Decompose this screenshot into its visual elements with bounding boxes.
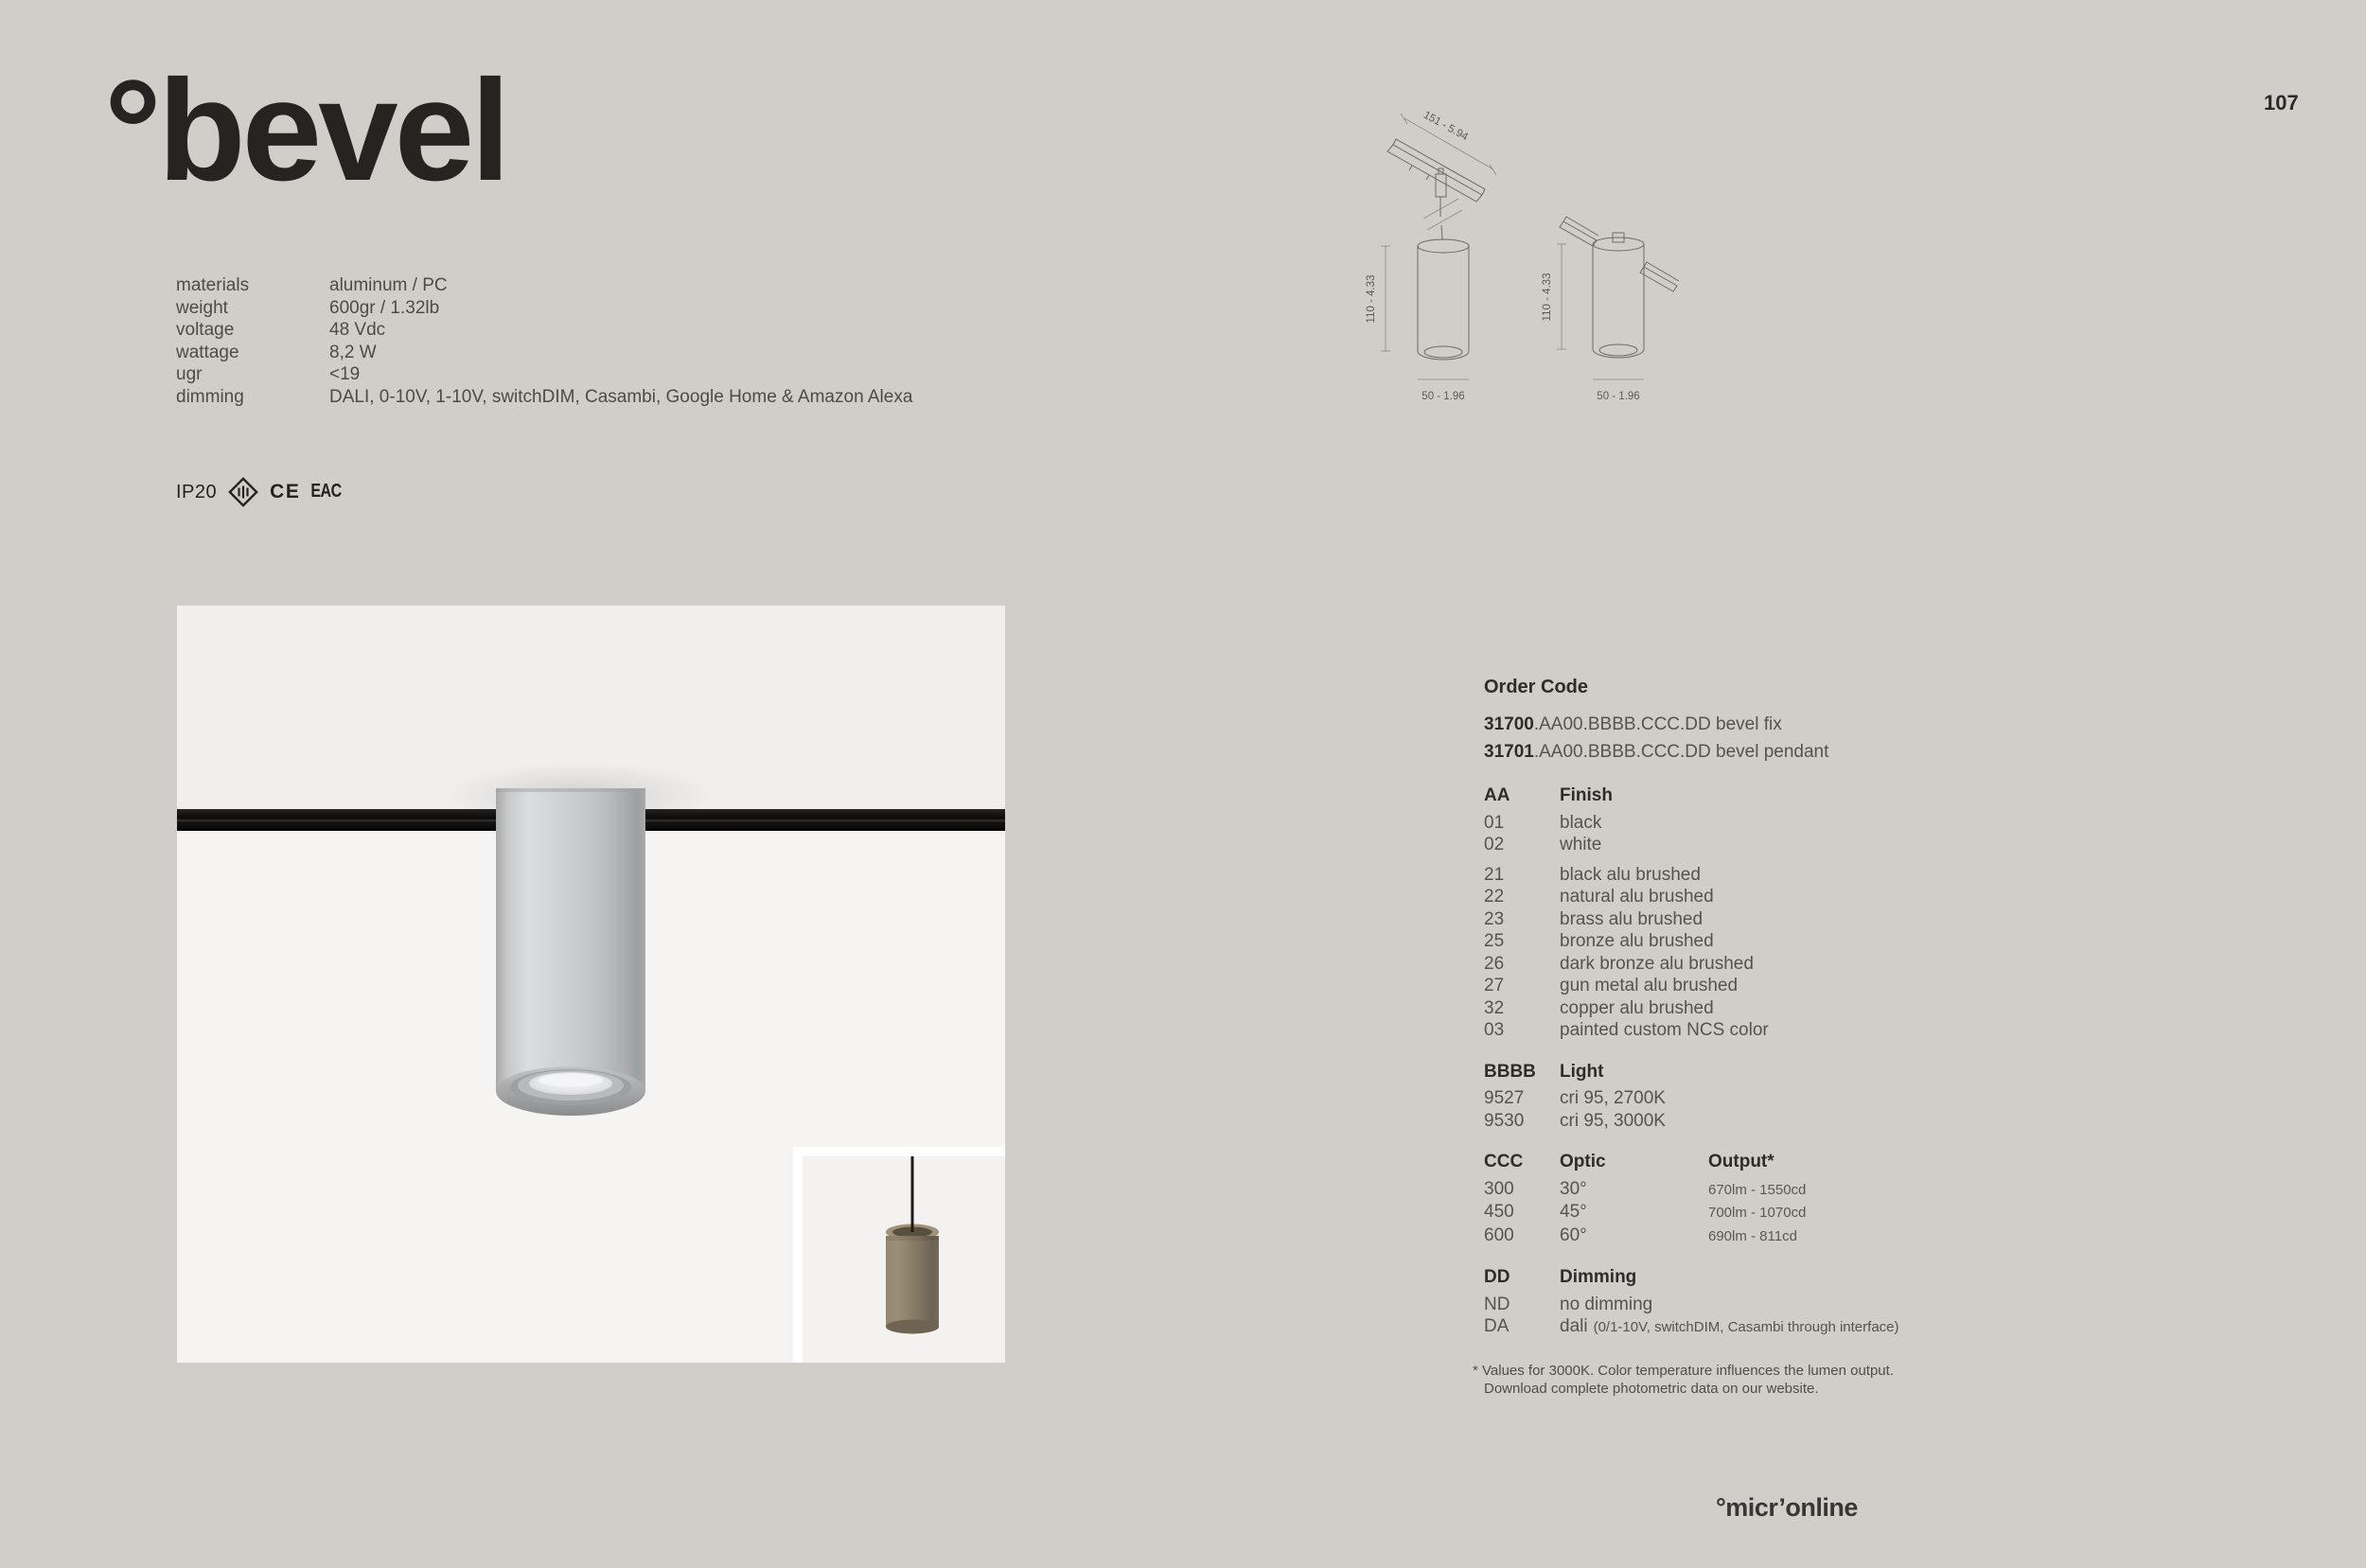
product-title: °bevel [104,50,507,211]
finish-code: 23 [1484,908,1505,929]
finish-label: black alu brushed [1560,864,1701,885]
finish-table-header [1484,784,2071,807]
spec-label: voltage [176,320,235,340]
spec-table [176,274,912,408]
table-row [1484,1224,2071,1248]
order-code-suffix: .AA00.BBBB.CCC.DD bevel pendant [1533,742,1829,762]
product-photo [177,606,1005,1363]
brand-logo: °micr’online [1716,1493,1858,1522]
dimming-code: DA [1484,1316,1510,1336]
table-row [1484,997,2071,1020]
spec-row [176,363,912,386]
order-code-line-fix [1484,711,2071,738]
dimming-label: no dimming [1560,1294,1653,1314]
optic-output: 690lm - 811cd [1708,1227,1797,1244]
pendant-height-dimension: 110 - 4.33 [1366,274,1377,324]
finish-label: natural alu brushed [1560,887,1714,907]
dimming-table [1484,1266,2071,1339]
spec-label: dimming [176,386,244,407]
optic-table-header [1484,1151,2071,1173]
light-code: 9527 [1484,1088,1525,1108]
optic-angle: 45° [1560,1202,1587,1222]
table-row [1484,1315,2071,1339]
pendant-drawing [1366,110,1496,402]
pendant-inset-photo [793,1147,1005,1363]
spec-label: ugr [176,364,203,384]
order-code-number: 31700 [1484,714,1534,734]
light-table [1484,1061,2071,1133]
spec-row [176,297,912,320]
column-header: Dimming [1560,1267,1637,1287]
optic-output: 700lm - 1070cd [1708,1205,1807,1221]
fix-height-dimension: 110 - 4.33 [1542,273,1553,322]
dimension-drawings [1361,83,1702,419]
eac-mark-icon: EAC [310,481,342,502]
finish-code: 01 [1484,812,1505,833]
optic-angle: 30° [1560,1178,1587,1199]
order-code-section [1473,676,2071,1398]
spec-row [176,274,912,297]
order-code-suffix: .AA00.BBBB.CCC.DD bevel fix [1533,714,1782,734]
dimming-table-header [1484,1266,2071,1289]
column-header: DD [1484,1267,1510,1287]
spec-value: 48 Vdc [329,320,386,340]
light-label: cri 95, 3000K [1560,1110,1666,1131]
footnote-line: Download complete photometric data on our website. [1484,1380,1819,1397]
finish-code: 25 [1484,931,1505,951]
light-table-header [1484,1061,2071,1084]
column-header: BBBB [1484,1061,1536,1082]
table-row [1484,1201,2071,1224]
table-row [1484,1019,2071,1042]
finish-table [1484,784,2071,1042]
table-row [1484,1294,2071,1316]
spec-value: DALI, 0-10V, 1-10V, switchDIM, Casambi, Google Home & Amazon Alexa [329,386,913,407]
optic-table [1484,1151,2071,1247]
column-header: AA [1484,785,1510,805]
spec-value: 8,2 W [329,342,377,362]
column-header: Finish [1560,785,1613,805]
dimming-code: ND [1484,1294,1510,1314]
light-code: 9530 [1484,1110,1525,1131]
spec-label: materials [176,275,250,295]
class-iii-icon [227,476,259,508]
fix-drawing [1542,217,1679,402]
column-header: CCC [1484,1152,1524,1172]
finish-label: copper alu brushed [1560,997,1714,1018]
finish-code: 32 [1484,997,1505,1018]
optic-code: 600 [1484,1224,1514,1245]
finish-label: gun metal alu brushed [1560,976,1739,995]
certifications [176,476,342,508]
table-row [1484,1110,2071,1133]
finish-code: 02 [1484,835,1505,854]
footnote-line: * Values for 3000K. Color temperature influences the lumen output. [1473,1362,1894,1379]
bevel-fix-fixture-image [486,781,655,1118]
finish-code: 21 [1484,864,1505,885]
footnote [1473,1362,2071,1398]
page-number: 107 [2264,91,2299,115]
finish-code: 03 [1484,1020,1505,1040]
finish-code: 22 [1484,887,1505,907]
spec-row [176,342,912,364]
spec-value: <19 [329,364,361,384]
spec-row [176,319,912,342]
pendant-width-dimension: 50 - 1.96 [1421,391,1465,402]
finish-label: painted custom NCS color [1560,1020,1769,1040]
table-row [1484,1178,2071,1202]
fix-width-dimension: 50 - 1.96 [1597,391,1640,402]
table-row [1484,864,2071,887]
column-header: Light [1560,1061,1604,1082]
dimming-note: (0/1-10V, switchDIM, Casambi through interface) [1593,1319,1899,1335]
table-row [1484,812,2071,835]
table-row [1484,975,2071,997]
finish-label: brass alu brushed [1560,908,1704,929]
light-label: cri 95, 2700K [1560,1088,1666,1108]
pendant-track-dimension: 151 - 5.94 [1421,109,1471,144]
table-row [1484,908,2071,931]
order-code-number: 31701 [1484,742,1534,762]
table-row [1484,886,2071,908]
table-row [1484,834,2071,856]
finish-code: 27 [1484,976,1505,995]
optic-code: 450 [1484,1202,1514,1222]
optic-code: 300 [1484,1178,1514,1199]
table-row [1484,953,2071,976]
finish-code: 26 [1484,953,1505,974]
ce-mark-icon: CE [270,481,301,502]
table-row [1484,1087,2071,1110]
finish-label: white [1560,835,1602,854]
optic-output: 670lm - 1550cd [1708,1181,1807,1198]
finish-label: black [1560,812,1602,833]
finish-label: dark bronze alu brushed [1560,953,1754,974]
spec-value: aluminum / PC [329,275,448,295]
order-code-heading: Order Code [1484,677,1589,697]
column-header: Optic [1560,1152,1606,1172]
spec-value: 600gr / 1.32lb [329,297,440,318]
finish-label: bronze alu brushed [1560,931,1714,951]
dimming-label: dali [1560,1316,1588,1336]
ip-rating: IP20 [176,481,218,502]
spec-label: weight [176,297,228,318]
bevel-pendant-fixture-image [803,1156,1005,1363]
order-code-line-pendant [1484,738,2071,766]
optic-angle: 60° [1560,1224,1587,1245]
table-row [1484,930,2071,953]
column-header: Output* [1708,1152,1774,1172]
spec-label: wattage [176,342,239,362]
spec-row [176,386,912,409]
